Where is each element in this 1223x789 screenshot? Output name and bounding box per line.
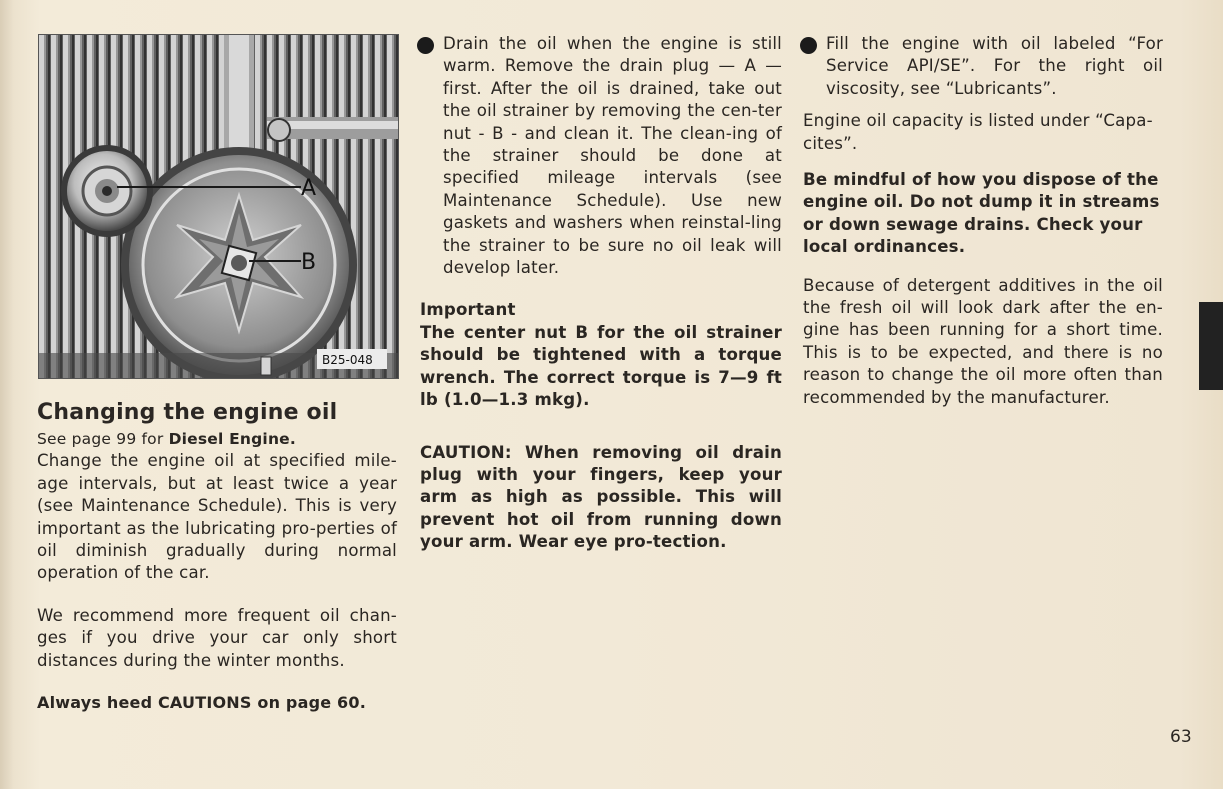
engine-oil-pan-photo [38,34,399,379]
spacer [803,100,1163,110]
diesel-reference-bold: Diesel Engine. [168,430,296,448]
spacer [420,279,782,299]
frequent-change-paragraph: We recommend more frequent oil chan-ges if you drive your car only short distances during the winter months. [37,605,397,670]
bullet-icon [417,37,434,54]
page-number: 63 [1170,727,1192,747]
detergent-paragraph: Because of detergent additives in the oil the fresh oil will look dark after the en-gine has been running for a short time. This is to be expected, and there is no reason to change the oil more often than recommended by the manufacturer. [803,275,1163,407]
diesel-reference-prefix: See page 99 for [37,430,169,448]
section-heading: Changing the engine oil [37,400,338,425]
figure-code: B25-048 [322,353,373,367]
spacer [420,412,782,442]
important-text: The center nut B for the oil strainer should be tightened with a torque wrench. The correct torque is 7—9 ft lb (1.0—1.3 mkg). [420,322,782,410]
callout-a-label: A [301,176,317,201]
dispose-warning: Be mindful of how you dispose of the engine oil. Do not dump it in streams or down sewage drains. Check your local ordinances. [803,170,1160,257]
important-label: Important [420,300,516,320]
left-column [37,398,397,714]
oil-capacity-text: Engine oil capacity is listed under “Capa-cites”. [803,111,1153,153]
drain-oil-text: Drain the oil when the engine is still warm. Remove the drain plug — A — first. After the oil is drained, take out the oil strainer by removing the cen-ter nut - B - and clean it. The clean-ing of the strainer should be done at specified mileage intervals (see Maintenance Schedule). Use new gaskets and washers when reinstal-ling the strainer to be sure no oil leak will develop later. [443,34,782,278]
bullet-icon [800,37,817,54]
oil-change-interval-paragraph: Change the engine oil at specified mile-age intervals, but at least twice a year (see Maintenance Schedule). This is very important as the lubricating pro-perties of oil diminish gradually during normal operation of the car. [37,451,397,583]
cautions-reference: Always heed CAUTIONS on page 60. [37,693,366,713]
caution-text: CAUTION: When removing oil drain plug with your fingers, keep your arm as high as possible. This will prevent hot oil from running down your arm. Wear eye pro-tection. [420,442,782,552]
fill-oil-text: Fill the engine with oil labeled “For Service API/SE”. For the right oil viscosity, see “Lubricants”. [826,34,1163,98]
right-column [803,33,1163,409]
spacer [803,259,1163,275]
spacer [37,585,397,605]
diesel-reference [37,428,397,450]
middle-column [420,33,782,554]
drain-oil-bullet [420,33,782,279]
spacer [803,155,1163,169]
fill-oil-bullet [803,33,1163,100]
spacer [37,672,397,692]
thumb-index-tab [1199,302,1223,390]
callout-b-label: B [301,250,317,275]
